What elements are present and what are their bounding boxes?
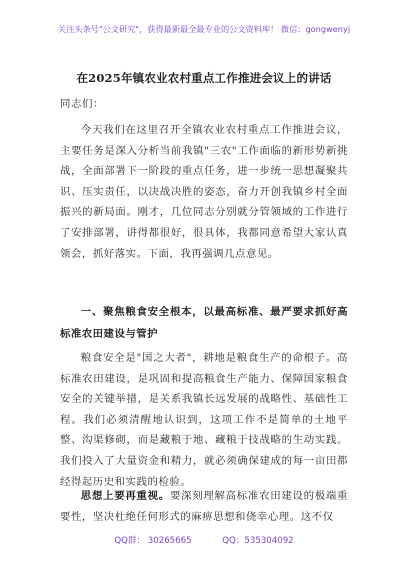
document-title: 在2025年镇农业农村重点工作推进会议上的讲话	[76, 71, 332, 85]
footer-qq: QQ：535304092	[222, 536, 294, 546]
section-heading-1: 一、聚焦粮食安全根本，以最高标准、最严要求抓好高标准农田建设与管护	[60, 306, 348, 340]
footer-contact	[0, 534, 408, 546]
paragraph-ideology	[60, 486, 348, 527]
header-banner: 关注头条号"公文研究"，获得最新最全最专业的公文资料库！ 微信：gongwenyj	[57, 24, 351, 34]
paragraph-lead-bold: 思想上要再重视。	[80, 490, 170, 502]
paragraph-body: 要深刻理解高标准农田建设的极端重要性，坚决杜绝任何形式的麻痹思想和侥幸心理。这不仅	[60, 490, 348, 523]
footer-qq-group: QQ群： 30265665	[114, 536, 192, 546]
paragraph-intro: 今天我们在这里召开全镇农业农村重点工作推进会议，主要任务是深入分析当前我镇"三农"工作面临的新形势新挑战，全面部署下一阶段的重点任务，进一步统一思想凝聚共识、压实责任，以决战决胜的姿态，奋力开创我镇乡村全面振兴的新局面。刚才，几位同志分别就分管领域的工作进行了安排部署，讲得都很好，很具体，我都同意希望大家认真领会，抓好落实。下面，我再强调几点意见。	[60, 124, 348, 260]
paragraph-grain-security: 粮食安全是"国之大者"，耕地是粮食生产的命根子。高标准农田建设，是巩固和提高粮食生产能力、保障国家粮食安全的关键举措，是关系我镇长远发展的战略性、基础性工程。我们必须清醒地认识到，这项工作不是简单的土地平整、沟渠修砌，而是藏粮于地、藏粮于技战略的生动实践。我们投入了大量资金和精力，就必须确保建成的每一亩田都经得起历史和实践的检验。	[60, 352, 348, 488]
salutation: 同志们：	[60, 98, 104, 110]
